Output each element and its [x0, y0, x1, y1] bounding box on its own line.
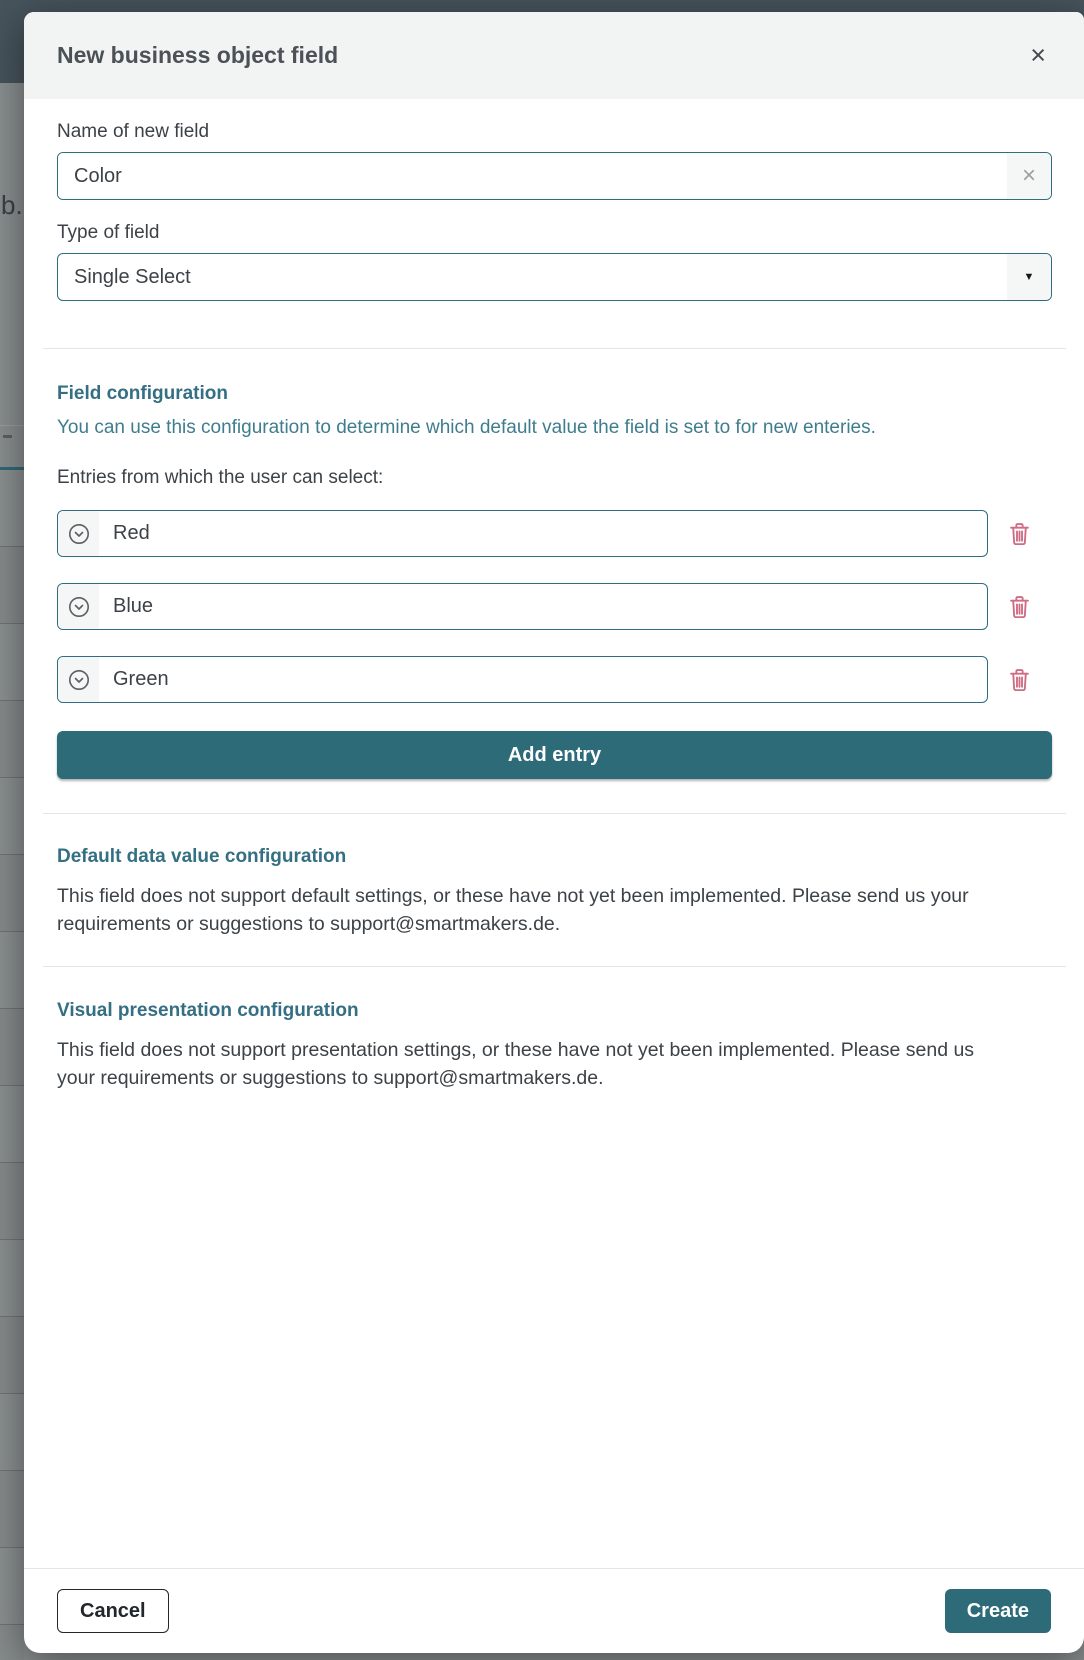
trash-icon	[1010, 596, 1029, 618]
chevron-circle-icon	[68, 669, 90, 691]
create-button[interactable]: Create	[945, 1589, 1051, 1633]
close-icon[interactable]: ×	[1022, 38, 1054, 73]
trash-icon	[1010, 523, 1029, 545]
section-divider	[43, 813, 1066, 814]
entry-handle-area[interactable]	[58, 511, 99, 556]
new-business-object-field-dialog	[24, 12, 1084, 1653]
chevron-down-icon: ▼	[1023, 271, 1035, 283]
add-entry-button[interactable]: Add entry	[57, 731, 1052, 779]
default-config-heading: Default data value configuration	[57, 846, 347, 867]
default-config-description: This field does not support default settings, or these have not yet been implemented. Please send us your requirements or suggestions to support@smartmakers.de.	[57, 885, 969, 935]
name-input[interactable]	[58, 153, 1007, 199]
clear-icon[interactable]: ×	[1021, 162, 1036, 189]
field-configuration-heading: Field configuration	[57, 383, 228, 404]
background-table-rows	[0, 470, 24, 1660]
entry-value: Red	[113, 522, 150, 544]
visual-config-heading: Visual presentation configuration	[57, 1000, 359, 1021]
entry-handle-area[interactable]	[58, 584, 99, 629]
background-page-strip	[0, 83, 24, 1660]
chevron-circle-icon	[68, 596, 90, 618]
entry-input[interactable]	[57, 510, 988, 557]
type-field-label: Type of field	[57, 222, 160, 243]
name-field	[57, 152, 1052, 200]
entry-value: Green	[113, 668, 169, 690]
entry-input[interactable]	[57, 656, 988, 703]
type-select-arrow-area	[1007, 254, 1051, 300]
name-input-clear-area	[1007, 153, 1051, 199]
dialog-body	[24, 99, 1084, 1568]
section-divider	[43, 966, 1066, 967]
entries-list	[57, 510, 1052, 703]
dialog-footer	[24, 1568, 1084, 1653]
field-configuration-description: You can use this configuration to determine which default value the field is set to for new enteries.	[57, 417, 876, 438]
entry-input[interactable]	[57, 583, 988, 630]
entries-label: Entries from which the user can select:	[57, 467, 384, 488]
background-tab-divider	[0, 425, 24, 426]
dialog-title: New business object field	[57, 42, 339, 68]
spacer	[57, 1092, 1052, 1568]
name-field-label: Name of new field	[57, 121, 210, 142]
trash-icon	[1010, 669, 1029, 691]
type-select[interactable]	[57, 253, 1052, 301]
visual-config-description: This field does not support presentation settings, or these have not yet been implemented. Please send us your requirements or suggestions to support@smartmakers.de.	[57, 1039, 975, 1089]
entry-row	[57, 656, 1052, 703]
dialog-header	[24, 12, 1084, 99]
entry-value: Blue	[113, 595, 154, 617]
delete-entry-button[interactable]	[1008, 667, 1031, 693]
delete-entry-button[interactable]	[1008, 594, 1031, 620]
chevron-circle-icon	[68, 523, 90, 545]
entry-row	[57, 583, 1052, 630]
background-tab-fragment	[3, 435, 12, 438]
cancel-button[interactable]: Cancel	[57, 1589, 169, 1633]
delete-entry-button[interactable]	[1008, 521, 1031, 547]
type-select-value: Single Select	[74, 265, 191, 288]
entry-row	[57, 510, 1052, 557]
section-divider	[43, 348, 1066, 349]
background-clipped-text: b.	[1, 190, 23, 220]
entry-handle-area[interactable]	[58, 657, 99, 702]
